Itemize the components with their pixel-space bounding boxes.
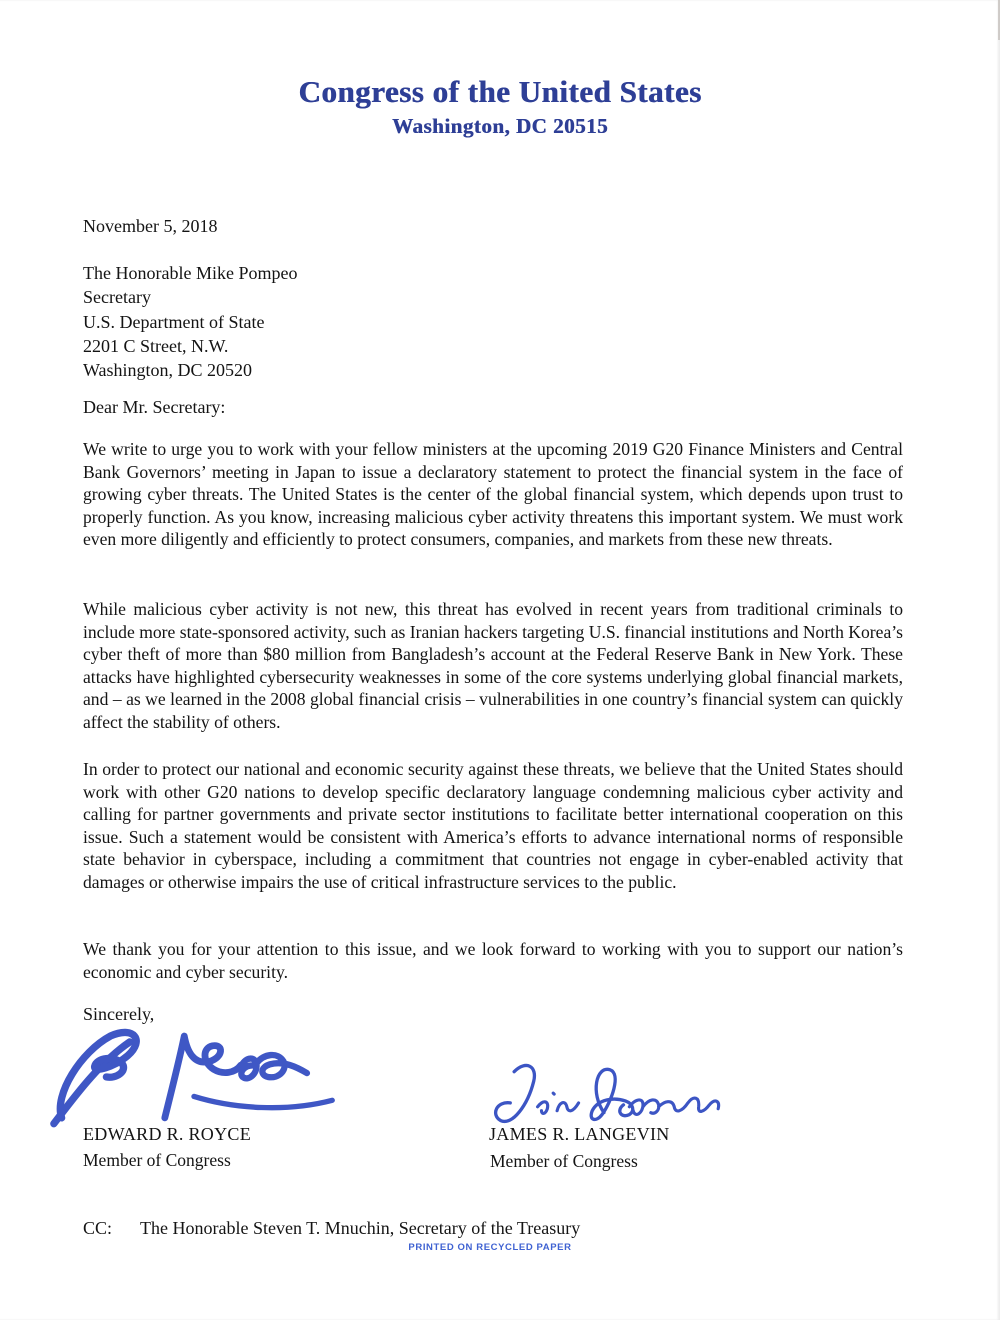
closing-sincerely: Sincerely, xyxy=(83,1004,155,1024)
address-line: Secretary xyxy=(83,287,151,308)
signer-name-royce: EDWARD R. ROYCE xyxy=(83,1124,252,1144)
address-line: U.S. Department of State xyxy=(83,311,265,332)
recipient-address xyxy=(83,261,903,382)
letterhead-title: Congress of the United States xyxy=(298,74,702,109)
body-paragraph-1: We write to urge you to work with your fellow ministers at the upcoming 2019 G20 Finance Ministers and Central Bank Governors’ meeting in Japan to issue a declaratory statement to protect the financial system in the face of growing cyber threats. The United States is the center of the global financial system, which depends upon trust to properly function. As you know, increasing malicious cyber activity threatens this important system. We must work even more diligently and efficiently to protect consumers, companies, and markets from these new threats. xyxy=(83,439,903,550)
address-line: 2201 C Street, N.W. xyxy=(83,335,229,356)
signer-title-royce: Member of Congress xyxy=(83,1150,231,1170)
letterhead-subtitle: Washington, DC 20515 xyxy=(392,114,608,138)
cc-label: CC: xyxy=(83,1218,113,1238)
salutation: Dear Mr. Secretary: xyxy=(83,397,226,417)
edward-royce-signature-ink xyxy=(48,1022,340,1130)
body-paragraph-3: In order to protect our national and economic security against these threats, we believe that the United States should work with other G20 nations to develop specific declaratory language condemning malicious cyber activity and calling for partner governments and private sector institutions to facilitate better international cooperation on this issue. Such a statement would be consistent with America’s efforts to advance international norms of responsible state behavior in cyberspace, including a commitment that countries not engage in cyber-enabled activity that damages or otherwise impairs the use of critical infrastructure services to the public. xyxy=(83,759,903,892)
address-line: The Honorable Mike Pompeo xyxy=(83,263,298,283)
date-line: November 5, 2018 xyxy=(83,216,218,236)
letterhead xyxy=(0,74,1000,139)
recycled-paper-note: PRINTED ON RECYCLED PAPER xyxy=(408,1242,572,1253)
address-line: Washington, DC 20520 xyxy=(83,360,253,381)
signer-name-langevin: JAMES R. LANGEVIN xyxy=(489,1124,670,1144)
body-paragraph-4: We thank you for your attention to this issue, and we look forward to working with you to support our nation’s economic and cyber security. xyxy=(83,939,903,982)
signer-title-langevin: Member of Congress xyxy=(490,1151,638,1171)
body-paragraph-2: While malicious cyber activity is not new, this threat has evolved in recent years from traditional criminals to include more state-sponsored activity, such as Iranian hackers targeting U.S. financial institutions and North Korea’s cyber theft of more than $80 million from Bangladesh’s account at the Federal Reserve Bank in New York. These attacks have highlighted cybersecurity weaknesses in some of the core systems underlying global financial markets, and – as we learned in the 2008 global financial crisis – vulnerabilities in one country’s financial system can quickly affect the stability of others. xyxy=(83,599,903,732)
cc-recipient: The Honorable Steven T. Mnuchin, Secretary of the Treasury xyxy=(140,1218,581,1238)
